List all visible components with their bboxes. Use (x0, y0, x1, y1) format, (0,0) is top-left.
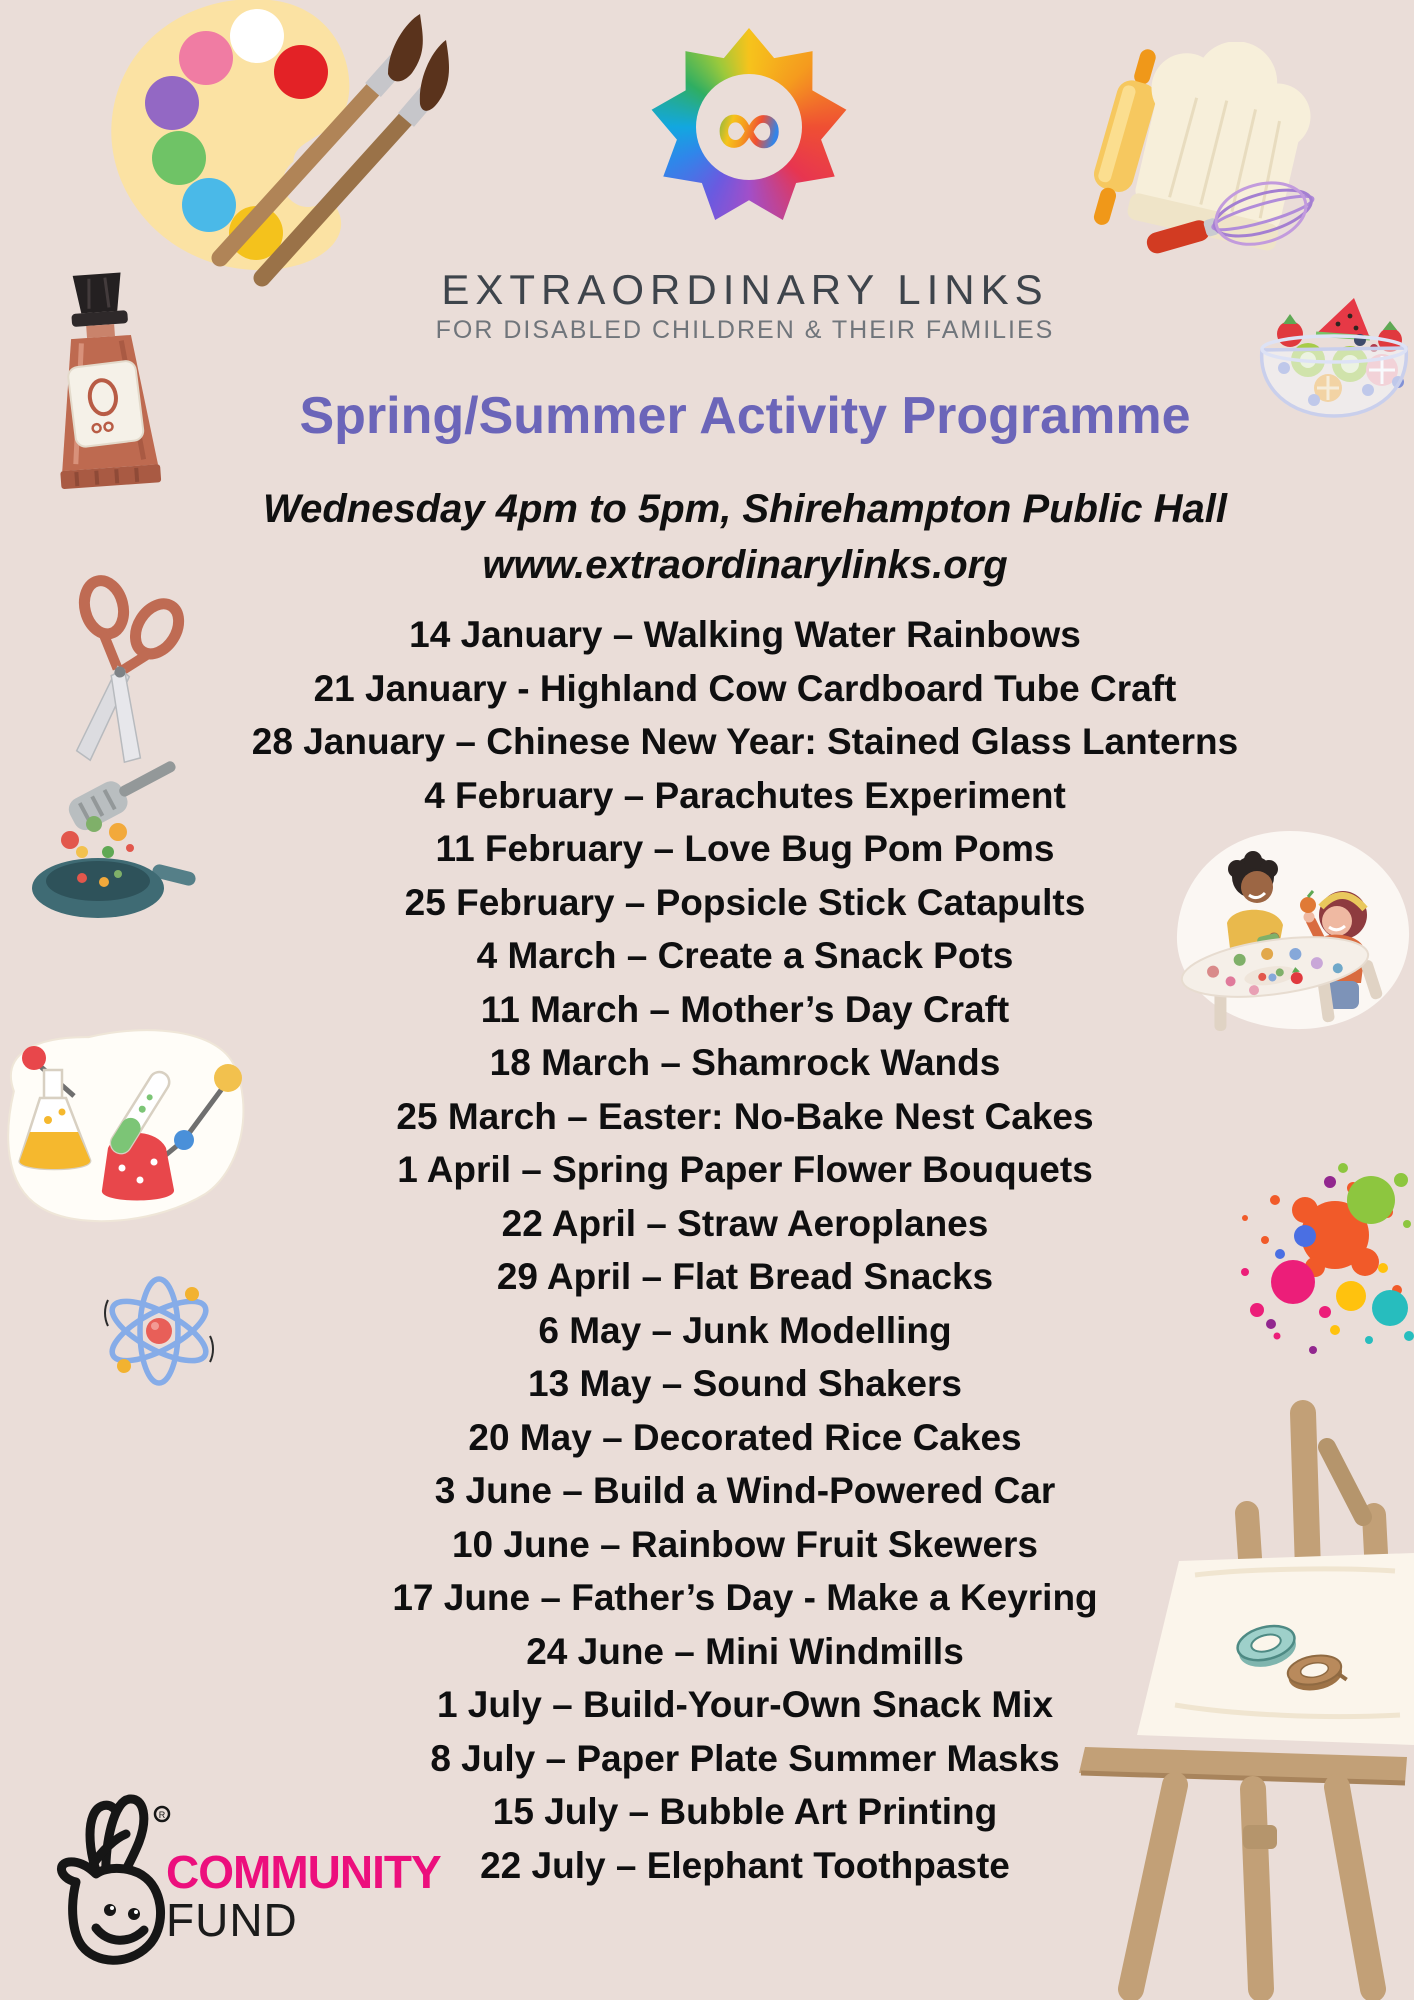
activity-item: 25 March – Easter: No-Bake Nest Cakes (396, 1095, 1094, 1137)
activity-item: 8 July – Paper Plate Summer Masks (430, 1737, 1060, 1779)
org-name: EXTRAORDINARY LINKS (441, 266, 1049, 313)
chef-hat-icon (1088, 42, 1318, 267)
schedule-line: Wednesday 4pm to 5pm, Shirehampton Public Hall (263, 487, 1227, 531)
programme-title: Spring/Summer Activity Programme (299, 387, 1191, 445)
activity-item: 21 January - Highland Cow Cardboard Tube Craft (313, 667, 1177, 709)
activity-list (76, 608, 1414, 1892)
activity-item: 6 May – Junk Modelling (538, 1309, 952, 1351)
activity-item: 22 July – Elephant Toothpaste (480, 1844, 1010, 1886)
org-tagline: FOR DISABLED CHILDREN & THEIR FAMILIES (435, 316, 1055, 344)
activity-item: 11 February – Love Bug Pom Poms (435, 828, 1055, 869)
website-url: www.extraordinarylinks.org (482, 543, 1008, 587)
community-fund-label: COMMUNITY (166, 1846, 441, 1898)
activity-item: 24 June – Mini Windmills (526, 1630, 964, 1672)
activity-item: 1 July – Build-Your-Own Snack Mix (436, 1684, 1054, 1725)
sun-inner-circle (696, 74, 802, 180)
paint-palette-icon (90, 0, 450, 290)
activity-item: 29 April – Flat Bread Snacks (496, 1256, 994, 1297)
activity-item: 4 February – Parachutes Experiment (424, 774, 1066, 816)
activity-item: 15 July – Bubble Art Printing (492, 1791, 998, 1832)
activity-item: 17 June – Father’s Day - Make a Keyring (392, 1577, 1098, 1618)
activity-item: 11 March – Mother’s Day Craft (480, 988, 1010, 1030)
activity-item: 20 May – Decorated Rice Cakes (468, 1416, 1022, 1458)
activity-item: 14 January – Walking Water Rainbows (409, 614, 1081, 655)
activity-item: 1 April – Spring Paper Flower Bouquets (397, 1149, 1093, 1190)
activity-item: 13 May – Sound Shakers (528, 1363, 962, 1404)
activity-item: 18 March – Shamrock Wands (489, 1042, 1001, 1083)
rainbow-infinity-sun-logo-icon (650, 28, 848, 226)
registered-mark: R (158, 1810, 166, 1820)
activity-item: 22 April – Straw Aeroplanes (501, 1202, 989, 1244)
activity-item: 28 January – Chinese New Year: Stained Glass Lanterns (251, 721, 1239, 762)
activity-item: 10 June – Rainbow Fruit Skewers (451, 1523, 1039, 1565)
activity-item: 3 June – Build a Wind-Powered Car (434, 1470, 1056, 1511)
activity-item: 25 February – Popsicle Stick Catapults (404, 881, 1086, 923)
activity-item: 4 March – Create a Snack Pots (476, 935, 1014, 976)
infinity-icon: ∞ (716, 76, 782, 178)
fund-label: FUND (166, 1894, 298, 1946)
